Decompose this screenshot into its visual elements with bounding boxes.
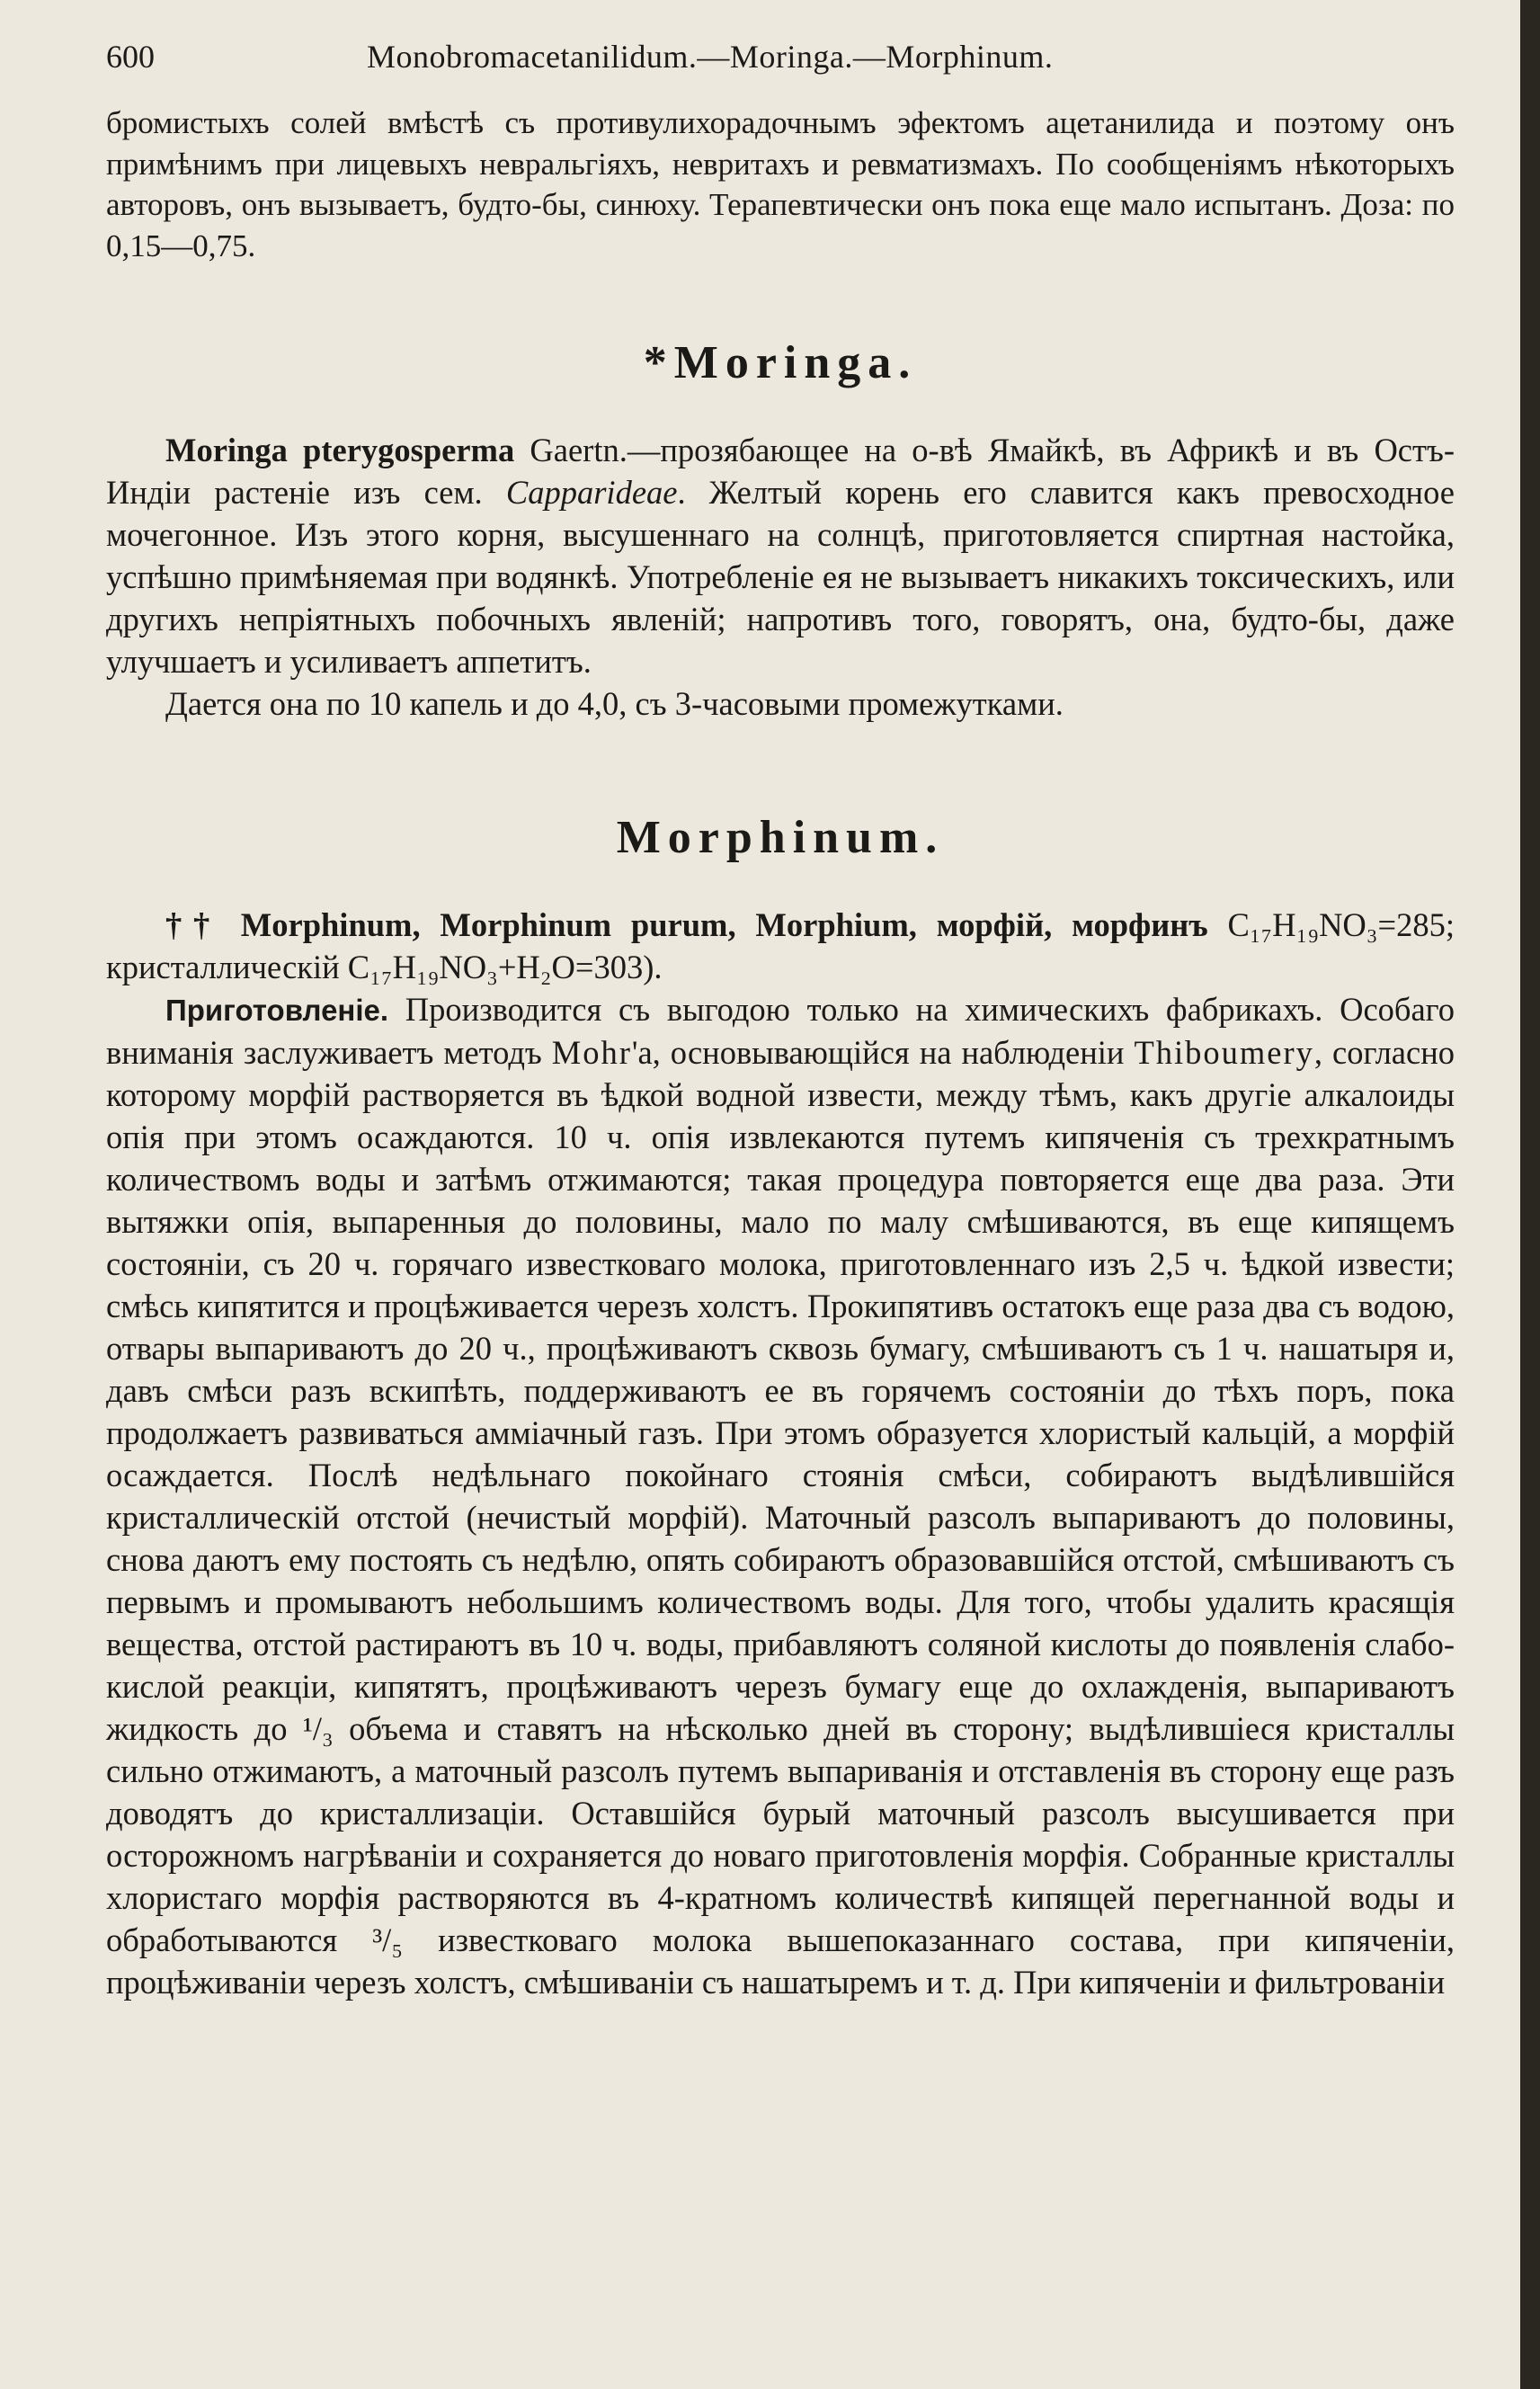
moringa-paragraph	[106, 429, 1455, 682]
page-number: 600	[106, 39, 155, 75]
preparation-label: Приготовленіе.	[165, 994, 389, 1027]
moringa-author: Gaertn.	[514, 432, 628, 468]
section-title-morphinum: Morphinum.	[616, 812, 945, 863]
morphinum-formula: C₁₇H₁₉NO₃=285; кристаллическій C₁₇H₁₉NO₃+H₂O=303).	[106, 906, 1455, 985]
morphinum-preparation-paragraph	[106, 988, 1455, 2003]
running-title: Monobromacetanilidum.—Moringa.—Morphinum.	[367, 39, 1054, 75]
book-gutter	[1520, 0, 1540, 2389]
morphinum-synonyms-paragraph	[106, 904, 1455, 988]
intro-paragraph: бромистыхъ солей вмѣстѣ съ противулихорадочнымъ эфектомъ ацетанилида и поэтому онъ примѣнимъ при лицевыхъ невральгіяхъ, невритахъ и ревматизмахъ. По сообщеніямъ нѣкоторыхъ авторовъ, онъ вызываетъ, будто-бы, синюху. Терапевтически онъ пока еще мало испытанъ. Доза: по 0,15—0,75.	[106, 105, 1455, 263]
prep-text-c: , согласно которому морфій растворяется въ ѣдкой водной извести, между тѣмъ, какъ другіе алкалоиды опія при этомъ осаждаются. 10 ч. опія извлекаются путемъ кипяченія съ трехкратнымъ количествомъ воды и затѣмъ отжимаются; такая процедура повторяется еще два раза. Эти вытяжки опія, выпаренныя до половины, мало по малу смѣшиваются, въ еще кипящемъ состояніи, съ 20 ч. горячаго известковаго молока, приготовленнаго изъ 2,5 ч. ѣдкой извести; смѣсь кипятится и процѣживается черезъ холстъ. Прокипятивъ остатокъ еще раза два съ водою, отвары выпариваютъ до 20 ч., процѣживаютъ сквозь бумагу, смѣшиваютъ съ 1 ч. нашатыря и, давъ смѣси разъ вскипѣть, поддерживаютъ ее въ горячемъ состояніи до тѣхъ поръ, пока продолжаетъ развиваться аммiачный газъ. При этомъ образуется хлористый кальцій, а морфій осаждается. Послѣ недѣльнаго покойнаго стоянія смѣси, собираютъ выдѣлившійся кристаллическій отстой (нечистый морфій). Маточный разсолъ выпариваютъ до половины, снова даютъ ему постоять съ недѣлю, опять собираютъ образовавшійся отстой, смѣшиваютъ съ первымъ и промываютъ небольшимъ количествомъ воды. Для того, чтобы удалить красящія вещества, отстой растираютъ въ 10 ч. воды, прибавляютъ соляной кислоты до появленія слабо-кислой реакціи, кипятятъ, процѣживаютъ черезъ бумагу еще до охлажденія, выпариваютъ жидкость до ¹/₃ объема и ставятъ на нѣсколько дней въ сторону; выдѣлившіеся кристаллы сильно отжимаютъ, а маточный разсолъ путемъ выпариванія и отставленія въ сторону еще разъ доводятъ до кристаллизаціи. Оставшійся бурый маточный разсолъ высушивается при осторожномъ нагрѣваніи и сохраняется до новаго приготовленія морфія. Собранные кристаллы хлористаго морфія растворяются въ 4-кратномъ количествѣ кипящей перегнанной воды и обработываются ³/₅ известковаго молока вышепоказаннаго состава, при кипяченіи, процѣживаніи черезъ холстъ, смѣшиваніи съ нашатыремъ и т. д. При кипяченіи и фильтрованіи	[106, 1034, 1455, 2001]
morphinum-names: †† Morphinum, Morphinum purum, Morphium, морфій, морфинъ	[165, 906, 1208, 943]
name-mohr: Mohr	[551, 1034, 632, 1071]
prep-text-a: Производится съ выгодою только на химическихъ фабрикахъ. Особаго вниманія заслуживаетъ методъ	[106, 991, 1455, 1071]
moringa-family: Capparideae	[505, 474, 678, 511]
moringa-text-b: . Желтый корень его славится какъ превосходное мочегонное. Изъ этого корня, высушеннаго на солнцѣ, приготовляется спиртная настойка, успѣшно примѣняемая при водянкѣ. Употребленіе ея не вызываетъ никакихъ токсическихъ, или другихъ непріятныхъ побочныхъ явленій; напротивъ того, говорятъ, она, будто-бы, даже улучшаетъ и усиливаетъ аппетитъ.	[106, 474, 1455, 680]
section-title-moringa: *Moringa.	[643, 337, 918, 388]
moringa-dosage: Дается она по 10 капель и до 4,0, съ 3-часовыми промежутками.	[165, 685, 1064, 722]
moringa-species-name: Moringa pterygosperma	[165, 432, 515, 468]
prep-text-b: 'а, основывающійся на наблюденіи	[631, 1034, 1135, 1071]
moringa-text-a: —прозябающее на о-вѣ Ямайкѣ, въ Африкѣ и въ Остъ-Индіи растеніе изъ сем.	[106, 432, 1455, 511]
running-header	[106, 36, 1455, 77]
name-thiboumery: Thiboumery	[1134, 1034, 1314, 1071]
